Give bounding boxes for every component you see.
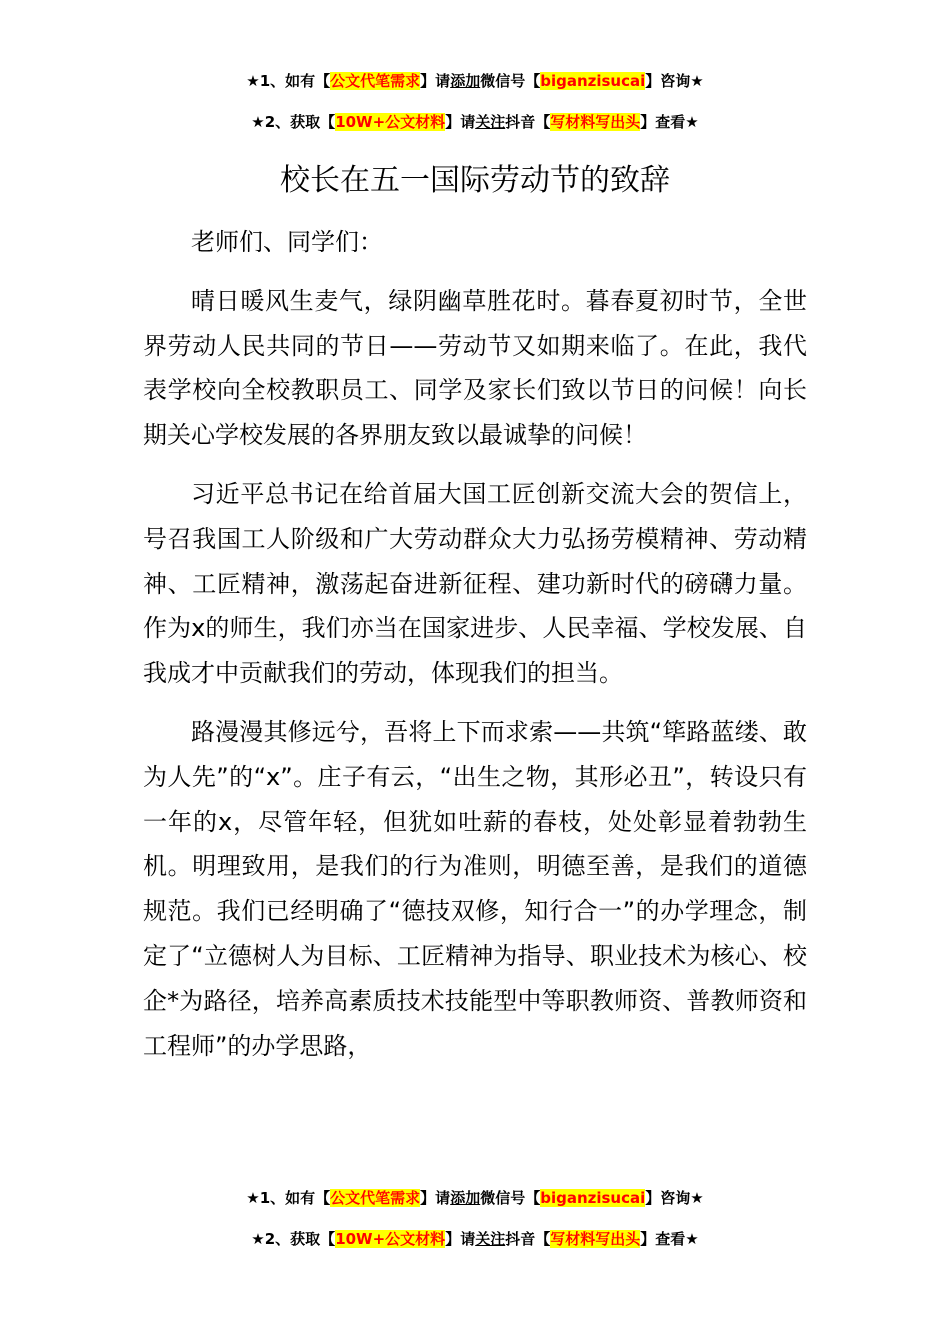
banner-underline: 关注 bbox=[475, 113, 506, 131]
banner-text: ★1、如有【 bbox=[246, 1189, 331, 1207]
bottom-banner-line-2 bbox=[0, 1229, 950, 1249]
paragraph: 路漫漫其修远兮，吾将上下而求索——共筑“筚路蓝缕、敢为人先”的“x”。庄子有云，“出生之物，其形必丑”，转设只有一年的x，尽管年轻，但犹如吐薪的春枝，处处彰显着勃勃生机。明理致用，是我们的行为准则，明德至善，是我们的道德规范。我们已经明确了“德技双修，知行合一”的办学理念，制定了“立德树人为目标、工匠精神为指导、职业技术为核心、校企*为路径，培养高素质技术技能型中等职教师资、普教师资和工程师”的办学思路， bbox=[143, 717, 807, 1060]
banner-text: 】查看★ bbox=[640, 113, 699, 131]
banner-douyin-id: 写材料写出头 bbox=[550, 113, 641, 131]
banner-text: 】请 bbox=[420, 1189, 451, 1207]
banner-underline: 添加 bbox=[450, 72, 481, 90]
banner-text: 微信号【 bbox=[480, 1189, 541, 1207]
banner-text: 抖音【 bbox=[505, 113, 551, 131]
banner-text: 抖音【 bbox=[505, 1230, 551, 1248]
banner-douyin-id: 写材料写出头 bbox=[550, 1230, 641, 1248]
top-banner-line-1 bbox=[0, 71, 950, 91]
banner-underline: 关注 bbox=[475, 1230, 506, 1248]
banner-wechat-id: biganzisucai bbox=[540, 1189, 646, 1207]
banner-text: 】查看★ bbox=[640, 1230, 699, 1248]
bottom-banner-line-1 bbox=[0, 1188, 950, 1208]
paragraph: 晴日暖风生麦气，绿阴幽草胜花时。暮春夏初时节，全世界劳动人民共同的节日——劳动节又如期来临了。在此，我代表学校向全校教职员工、同学及家长们致以节日的问候！向长期关心学校发展的各界朋友致以最诚挚的问候！ bbox=[143, 286, 807, 450]
banner-text: 】咨询★ bbox=[645, 1189, 704, 1207]
banner-highlight: 10W+公文材料 bbox=[335, 1230, 446, 1248]
banner-text: 】请 bbox=[445, 1230, 476, 1248]
paragraph: 习近平总书记在给首届大国工匠创新交流大会的贺信上，号召我国工人阶级和广大劳动群众大力弘扬劳模精神、劳动精神、工匠精神，激荡起奋进新征程、建功新时代的磅礴力量。作为x的师生，我们亦当在国家进步、人民幸福、学校发展、自我成才中贡献我们的劳动，体现我们的担当。 bbox=[143, 479, 807, 688]
greeting: 老师们、同学们： bbox=[191, 228, 383, 256]
banner-text: ★2、获取【 bbox=[251, 1230, 336, 1248]
banner-highlight: 公文代笔需求 bbox=[330, 1189, 421, 1207]
banner-text: 】请 bbox=[445, 113, 476, 131]
banner-text: 】请 bbox=[420, 72, 451, 90]
banner-wechat-id: biganzisucai bbox=[540, 72, 646, 90]
banner-text: 微信号【 bbox=[480, 72, 541, 90]
banner-text: ★2、获取【 bbox=[251, 113, 336, 131]
banner-highlight: 10W+公文材料 bbox=[335, 113, 446, 131]
document-title: 校长在五一国际劳动节的致辞 bbox=[280, 163, 670, 198]
banner-text: ★1、如有【 bbox=[246, 72, 331, 90]
document-body bbox=[143, 220, 807, 1068]
top-banner-line-2 bbox=[0, 112, 950, 132]
banner-underline: 添加 bbox=[450, 1189, 481, 1207]
banner-text: 】咨询★ bbox=[645, 72, 704, 90]
banner-highlight: 公文代笔需求 bbox=[330, 72, 421, 90]
